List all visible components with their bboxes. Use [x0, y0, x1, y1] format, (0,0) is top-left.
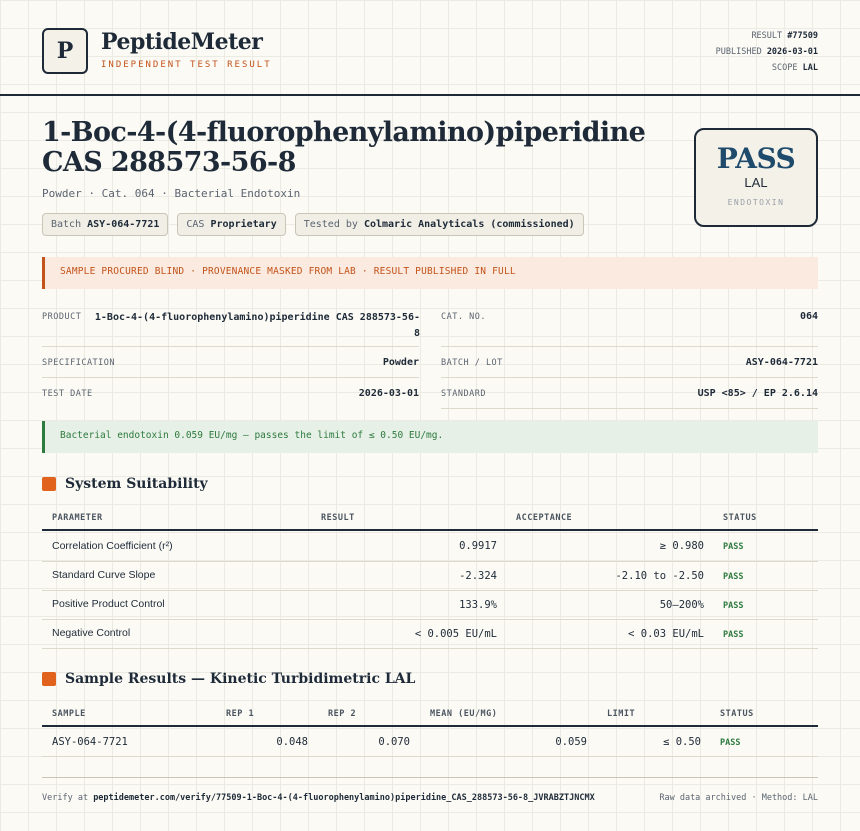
table-row-parameter: Correlation Coefficient (r²) — [52, 540, 173, 552]
product-label: PRODUCT — [42, 312, 82, 322]
status-badge: PASS — [723, 601, 744, 611]
section-marker-icon — [42, 477, 56, 491]
row-divider — [42, 648, 818, 649]
footer-method: Raw data archived · Method: LAL — [659, 793, 818, 803]
info-divider — [441, 377, 818, 378]
table-row-rep2: 0.070 — [378, 736, 410, 748]
table-row-rep1: 0.048 — [276, 736, 308, 748]
batch-value: ASY-064-7721 — [745, 357, 818, 368]
table-row-result: 133.9% — [459, 599, 497, 611]
samples-title: Sample Results — Kinetic Turbidimetric LAL — [65, 671, 416, 687]
row-divider — [42, 561, 818, 562]
col-status: STATUS — [720, 709, 754, 719]
catno-value: 064 — [799, 311, 818, 322]
brand-name: PeptideMeter — [101, 29, 263, 55]
meta-result: RESULT #77509 — [751, 31, 818, 41]
col-acceptance: ACCEPTANCE — [516, 513, 573, 523]
meta-scope: SCOPE LAL — [771, 63, 818, 73]
samples-heading — [42, 671, 415, 687]
report-header — [0, 0, 860, 96]
report-meta — [716, 28, 818, 76]
date-label: TEST DATE — [42, 389, 93, 399]
catno-label: CAT. NO. — [441, 312, 486, 322]
brand-tagline: INDEPENDENT TEST RESULT — [101, 60, 272, 70]
verdict-word: PASS — [716, 142, 796, 175]
info-divider — [441, 408, 818, 409]
status-badge: PASS — [723, 630, 744, 640]
table-row-mean: 0.059 — [555, 736, 587, 748]
col-rep2: REP 2 — [328, 709, 357, 719]
col-parameter: PARAMETER — [52, 513, 103, 523]
verdict-stamp — [694, 128, 818, 227]
result-summary: Bacterial endotoxin 0.059 EU/mg — passes the limit of ≤ 0.50 EU/mg. — [42, 421, 818, 453]
batch-label: BATCH / LOT — [441, 358, 503, 368]
verdict-tag: ENDOTOXIN — [727, 198, 785, 207]
page-subtitle: Powder · Cat. 064 · Bacterial Endotoxin — [42, 187, 301, 200]
table-header-rule — [42, 725, 818, 727]
col-rep1: REP 1 — [226, 709, 255, 719]
table-row-acceptance: -2.10 to -2.50 — [615, 570, 704, 582]
spec-value: Powder — [382, 357, 419, 368]
info-divider — [42, 346, 419, 347]
standard-label: STANDARD — [441, 389, 486, 399]
info-divider — [42, 377, 419, 378]
verify-text: Verify at peptidemeter.com/verify/77509-1-Boc-4-(4-fluorophenylamino)piperidine_CAS_288573-56-8_JVRABZTJNCMX — [42, 793, 595, 803]
table-row-result: < 0.005 EU/mL — [414, 628, 497, 640]
footer-rule — [42, 777, 818, 778]
logo-letter: P — [56, 38, 74, 64]
table-header-rule — [42, 529, 818, 531]
date-value: 2026-03-01 — [358, 388, 419, 399]
status-badge: PASS — [720, 738, 741, 748]
info-chips — [42, 213, 584, 236]
section-marker-icon — [42, 672, 56, 686]
table-row-acceptance: ≥ 0.980 — [659, 540, 704, 552]
col-sample: SAMPLE — [52, 709, 86, 719]
info-divider — [441, 346, 818, 347]
product-value: 1-Boc-4-(4-fluorophenylamino)piperidine CAS 288573-56-8 — [94, 312, 420, 339]
col-status: STATUS — [723, 513, 757, 523]
lab-chip: Tested by Colmaric Analyticals (commissioned) — [295, 213, 584, 236]
suitability-heading — [42, 476, 208, 492]
verdict-method: LAL — [744, 175, 768, 190]
table-row-parameter: Standard Curve Slope — [52, 569, 156, 581]
col-result: RESULT — [321, 513, 355, 523]
verify-link[interactable]: peptidemeter.com/verify/77509-1-Boc-4-(4-fluorophenylamino)piperidine_CAS_288573-56-8_JVRABZTJNCMX — [93, 793, 595, 803]
cas-chip: CAS Proprietary — [177, 213, 285, 236]
brand-logo — [42, 28, 88, 74]
row-divider — [42, 590, 818, 591]
col-mean: MEAN (EU/MG) — [430, 709, 498, 719]
suitability-title: System Suitability — [65, 476, 208, 492]
col-limit: LIMIT — [607, 709, 636, 719]
table-row-acceptance: 50–200% — [659, 599, 704, 611]
batch-chip: Batch ASY-064-7721 — [42, 213, 168, 236]
table-row-parameter: Negative Control — [52, 627, 131, 639]
table-row-limit: ≤ 0.50 — [663, 736, 701, 748]
status-badge: PASS — [723, 542, 744, 552]
table-row-result: -2.324 — [459, 570, 497, 582]
row-divider — [42, 619, 818, 620]
row-divider — [42, 756, 818, 757]
standard-value: USP <85> / EP 2.6.14 — [697, 388, 818, 399]
meta-published: PUBLISHED 2026-03-01 — [715, 47, 818, 57]
table-row-parameter: Positive Product Control — [52, 598, 165, 610]
spec-label: SPECIFICATION — [42, 358, 116, 368]
status-badge: PASS — [723, 572, 744, 582]
table-row-sample: ASY-064-7721 — [52, 736, 128, 748]
procurement-notice: SAMPLE PROCURED BLIND · PROVENANCE MASKED FROM LAB · RESULT PUBLISHED IN FULL — [42, 257, 818, 289]
table-row-result: 0.9917 — [459, 540, 497, 552]
page-title: 1-Boc-4-(4-fluorophenylamino)piperidine CAS 288573-56-8 — [42, 117, 646, 178]
table-row-acceptance: < 0.03 EU/mL — [628, 628, 704, 640]
